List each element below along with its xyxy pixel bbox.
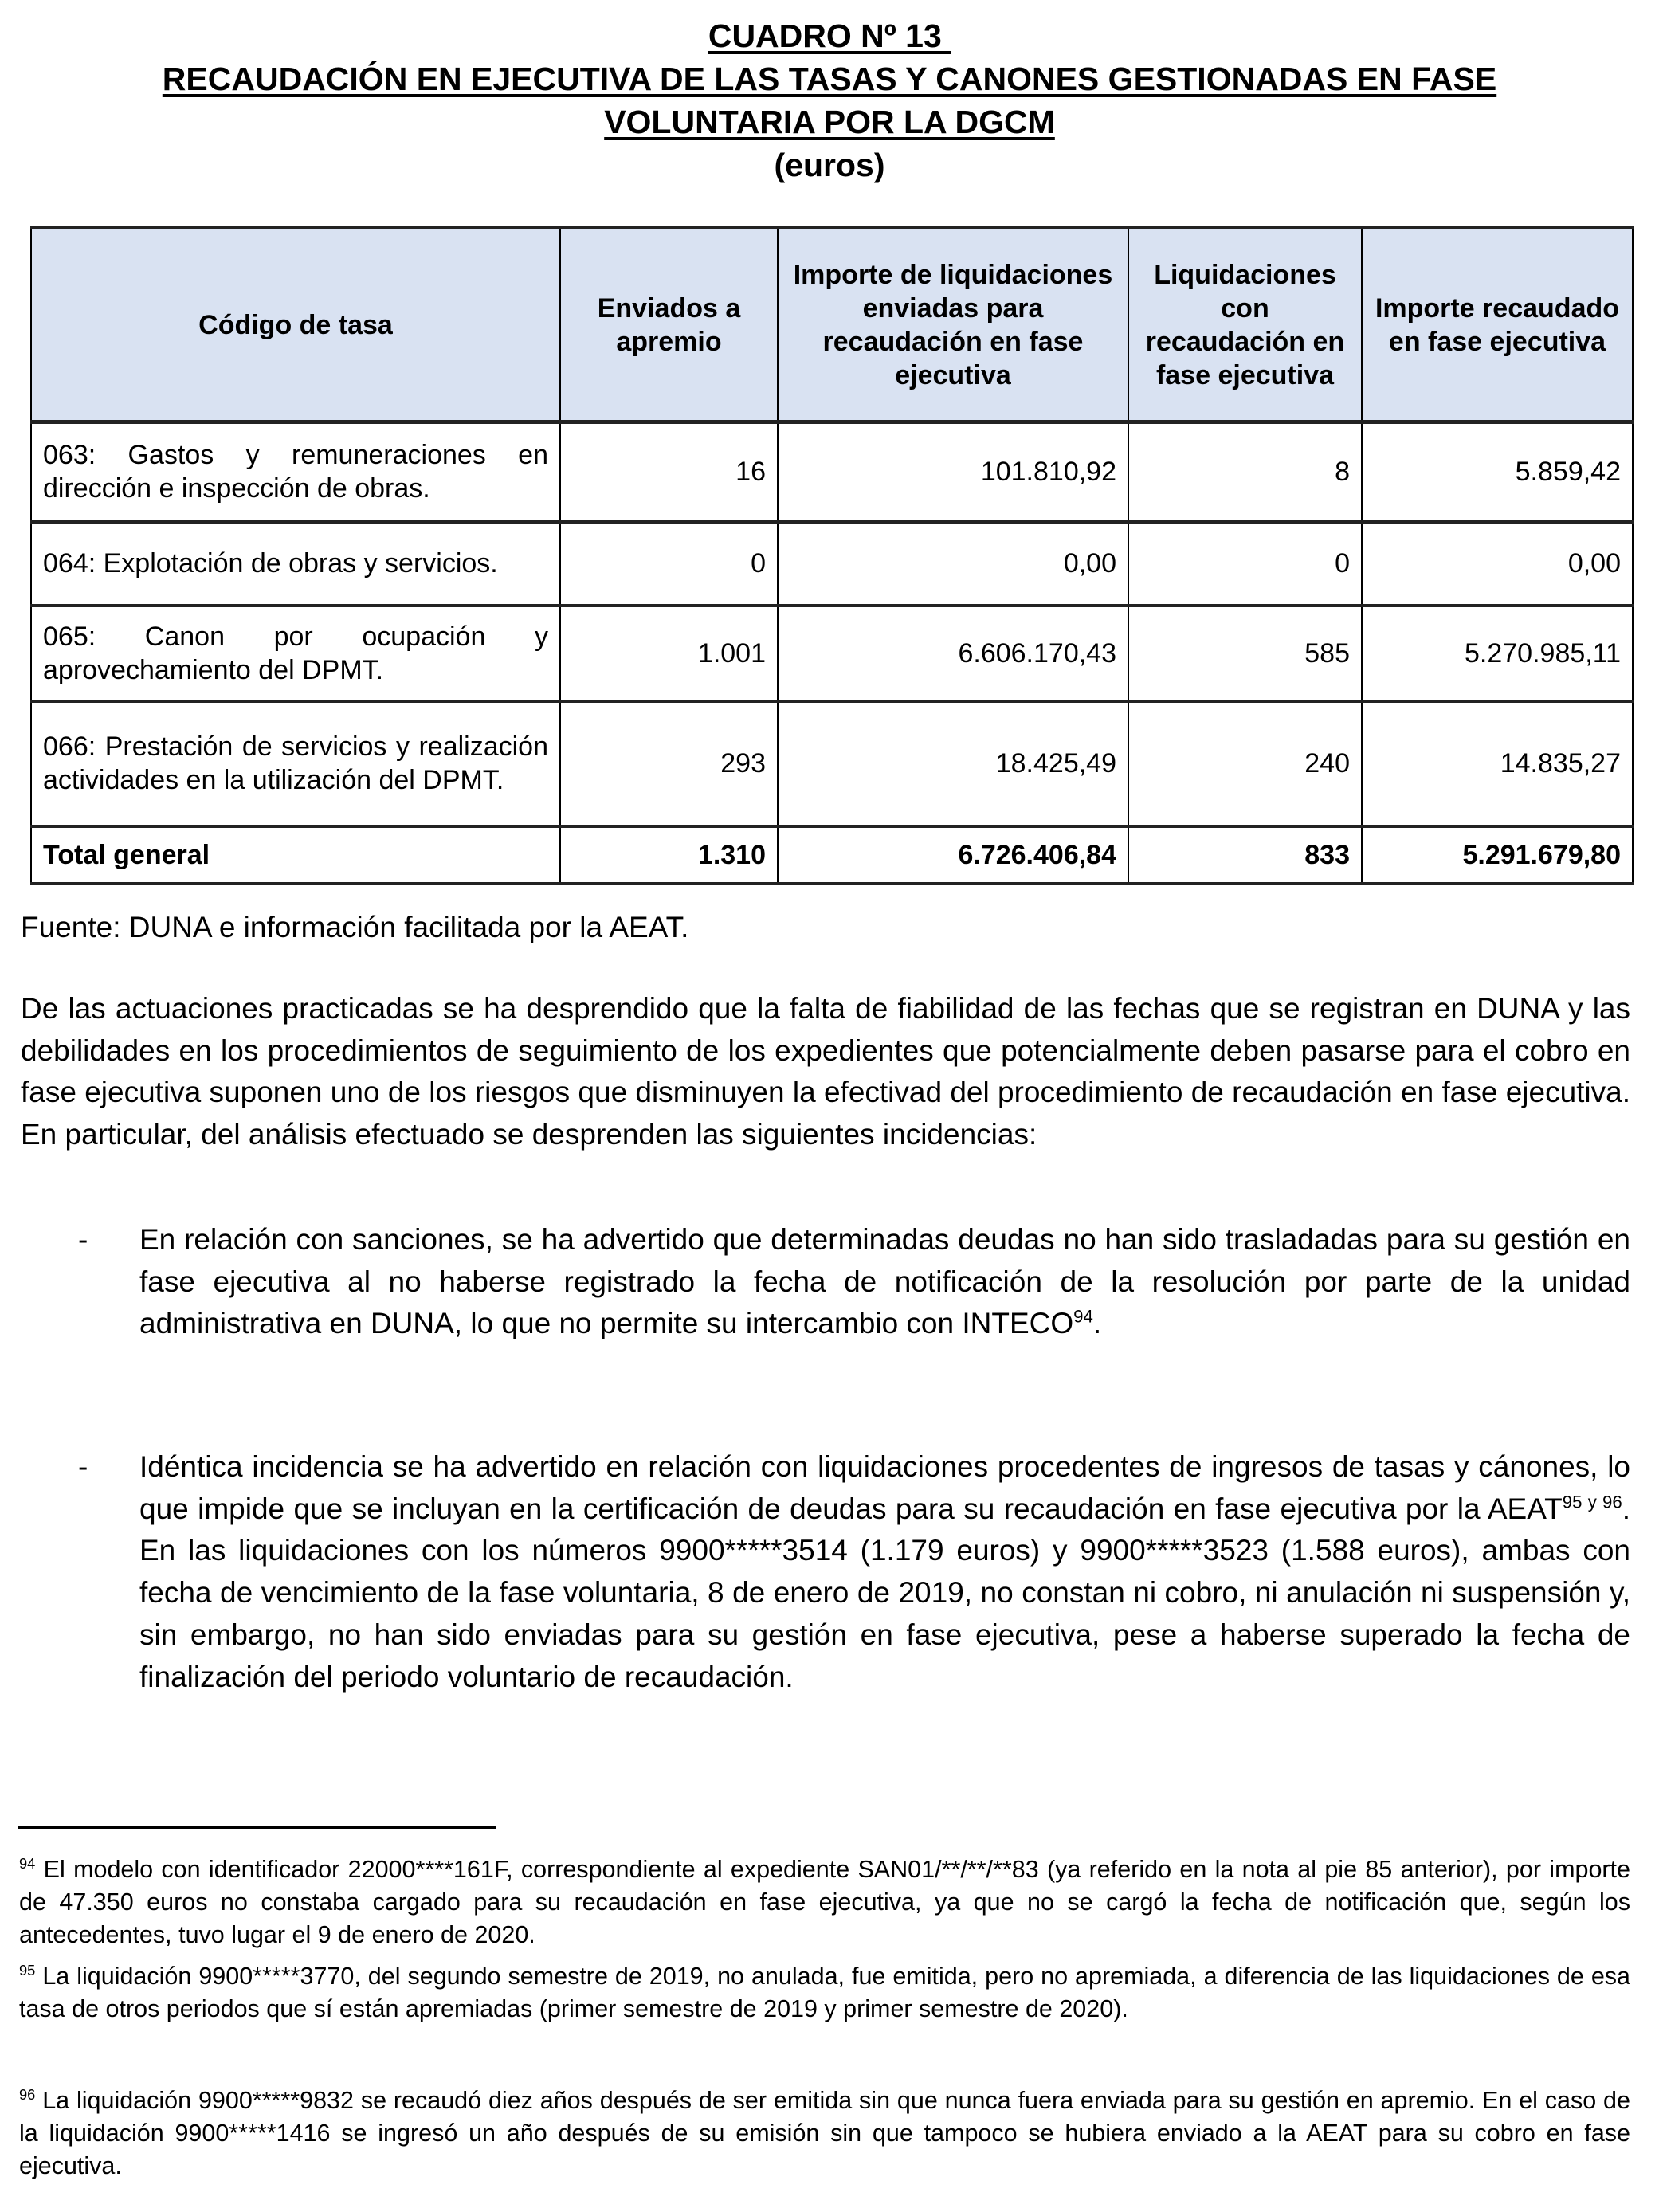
cell-codigo: 066: Prestación de servicios y realización actividades en la utilización del DPMT. xyxy=(31,701,560,826)
cell-liquidaciones: 240 xyxy=(1128,701,1362,826)
bullet-dash: - xyxy=(78,1223,88,1256)
table-row xyxy=(31,422,1633,522)
footnote-ref[interactable]: 94 xyxy=(1073,1307,1093,1328)
title-main-2: VOLUNTARIA POR LA DGCM xyxy=(604,104,1055,140)
cell-importe-enviado: 0,00 xyxy=(778,522,1128,606)
bullet-dash: - xyxy=(78,1450,88,1483)
cell-enviados: 1.001 xyxy=(560,606,778,701)
cell-liquidaciones: 585 xyxy=(1128,606,1362,701)
table-total-row xyxy=(31,826,1633,884)
table-row xyxy=(31,701,1633,826)
cell-total-importe-recaudado: 5.291.679,80 xyxy=(1362,826,1633,884)
col-header-importe-recaudado: Importe recaudado en fase ejecutiva xyxy=(1362,228,1633,422)
bullet-text xyxy=(139,1219,1630,1345)
footnote-text: La liquidación 9900*****3770, del segundo semestre de 2019, no anulada, fue emitida, pero no apremiada, a diferencia de las liquidaciones de esa tasa de otros periodos que sí están apremiadas (primer semestre de 2019 y primer semestre de 2020). xyxy=(19,1963,1630,2022)
cell-total-label: Total general xyxy=(31,826,560,884)
footnote-text: La liquidación 9900*****9832 se recaudó diez años después de ser emitida sin que nunca fuera enviada para su gestión en apremio. En el caso de la liquidación 9900*****1416 se ingresó un año después de su emisión sin que tampoco se hubiera enviado a la AEAT para su cobro en fase ejecutiva. xyxy=(19,2087,1630,2179)
cell-liquidaciones: 0 xyxy=(1128,522,1362,606)
table-header-row xyxy=(31,228,1633,422)
cell-total-importe-enviado: 6.726.406,84 xyxy=(778,826,1128,884)
cell-importe-enviado: 101.810,92 xyxy=(778,422,1128,522)
cell-liquidaciones: 8 xyxy=(1128,422,1362,522)
cell-importe-recaudado: 14.835,27 xyxy=(1362,701,1633,826)
bullet-text xyxy=(139,1446,1630,1698)
cell-importe-enviado: 6.606.170,43 xyxy=(778,606,1128,701)
bullet-text-main: Idéntica incidencia se ha advertido en relación con liquidaciones procedentes de ingresos de tasas y cánones, lo que impide que se incluyan en la certificación de deudas para su recaudación en fase ejecutiva por la AEAT xyxy=(139,1450,1630,1525)
cell-importe-enviado: 18.425,49 xyxy=(778,701,1128,826)
bullet-text-end: . xyxy=(1092,1307,1102,1340)
cell-enviados: 0 xyxy=(560,522,778,606)
footnote-94 xyxy=(19,1853,1630,1951)
col-header-liquidaciones: Liquidaciones con recaudación en fase ejecutiva xyxy=(1128,228,1362,422)
footnote-number: 95 xyxy=(19,1961,36,1979)
footnote-95 xyxy=(19,1960,1630,2026)
col-header-enviados: Enviados a apremio xyxy=(560,228,778,422)
col-header-codigo: Código de tasa xyxy=(31,228,560,422)
footnote-number: 96 xyxy=(19,2085,36,2103)
cell-codigo: 065: Canon por ocupación y aprovechamiento del DPMT. xyxy=(31,606,560,701)
cell-enviados: 16 xyxy=(560,422,778,522)
footnote-separator xyxy=(18,1826,496,1829)
title-line-1 xyxy=(0,14,1659,57)
cuadro-number: CUADRO Nº 13 xyxy=(708,18,951,54)
cell-enviados: 293 xyxy=(560,701,778,826)
footnote-ref[interactable]: 95 y 96 xyxy=(1562,1492,1622,1512)
title-line-3 xyxy=(0,100,1659,143)
title-line-2 xyxy=(0,57,1659,100)
bullet-item xyxy=(21,1219,1630,1345)
cell-importe-recaudado: 5.270.985,11 xyxy=(1362,606,1633,701)
footnote-text: El modelo con identificador 22000****161F, correspondiente al expediente SAN01/**/**/**83 (ya referido en la nota al pie 85 anterior), por importe de 47.350 euros no constaba cargado para su recaudación en fase ejecutiva, ya que no se cargó la fecha de notificación que, según los antecedentes, tuvo lugar el 9 de enero de 2020. xyxy=(19,1856,1630,1948)
cell-importe-recaudado: 5.859,42 xyxy=(1362,422,1633,522)
cell-total-liquidaciones: 833 xyxy=(1128,826,1362,884)
bullet-text-end: . En las liquidaciones con los números 9900*****3514 (1.179 euros) y 9900*****3523 (1.588 euros), ambas con fecha de vencimiento de la fase voluntaria, 8 de enero de 2019, no constan ni cobro, ni anulación ni suspensión y, sin embargo, no han sido enviadas para su gestión en fase ejecutiva, pese a haberse superado la fecha de finalización del periodo voluntario de recaudación. xyxy=(139,1492,1631,1693)
body-paragraph: De las actuaciones practicadas se ha desprendido que la falta de fiabilidad de las fechas que se registran en DUNA y las debilidades en los procedimientos de seguimiento de los expedientes que potencialmente deben pasarse para el cobro en fase ejecutiva suponen uno de los riesgos que disminuyen la efectivad del procedimiento de recaudación en fase ejecutiva. En particular, del análisis efectuado se desprenden las siguientes incidencias: xyxy=(21,992,1630,1151)
table-title xyxy=(0,14,1659,186)
cell-codigo: 063: Gastos y remuneraciones en dirección e inspección de obras. xyxy=(31,422,560,522)
footnote-96 xyxy=(19,2085,1630,2183)
title-units xyxy=(0,143,1659,186)
table-row xyxy=(31,606,1633,701)
footnote-number: 94 xyxy=(19,1854,36,1872)
recaudacion-table xyxy=(30,226,1634,885)
cell-importe-recaudado: 0,00 xyxy=(1362,522,1633,606)
title-main-1: RECAUDACIÓN EN EJECUTIVA DE LAS TASAS Y CANONES GESTIONADAS EN FASE xyxy=(162,61,1497,97)
units-label: (euros) xyxy=(774,147,885,183)
cell-total-enviados: 1.310 xyxy=(560,826,778,884)
bullet-item xyxy=(21,1446,1630,1698)
cell-codigo: 064: Explotación de obras y servicios. xyxy=(31,522,560,606)
col-header-importe-enviado: Importe de liquidaciones enviadas para recaudación en fase ejecutiva xyxy=(778,228,1128,422)
table-row xyxy=(31,522,1633,606)
source-note: Fuente: DUNA e información facilitada por la AEAT. xyxy=(21,911,689,943)
bullet-text-main: En relación con sanciones, se ha advertido que determinadas deudas no han sido trasladadas para su gestión en fase ejecutiva al no haberse registrado la fecha de notificación de la resolución por parte de la unidad administrativa en DUNA, lo que no permite su intercambio con INTECO xyxy=(139,1223,1630,1340)
